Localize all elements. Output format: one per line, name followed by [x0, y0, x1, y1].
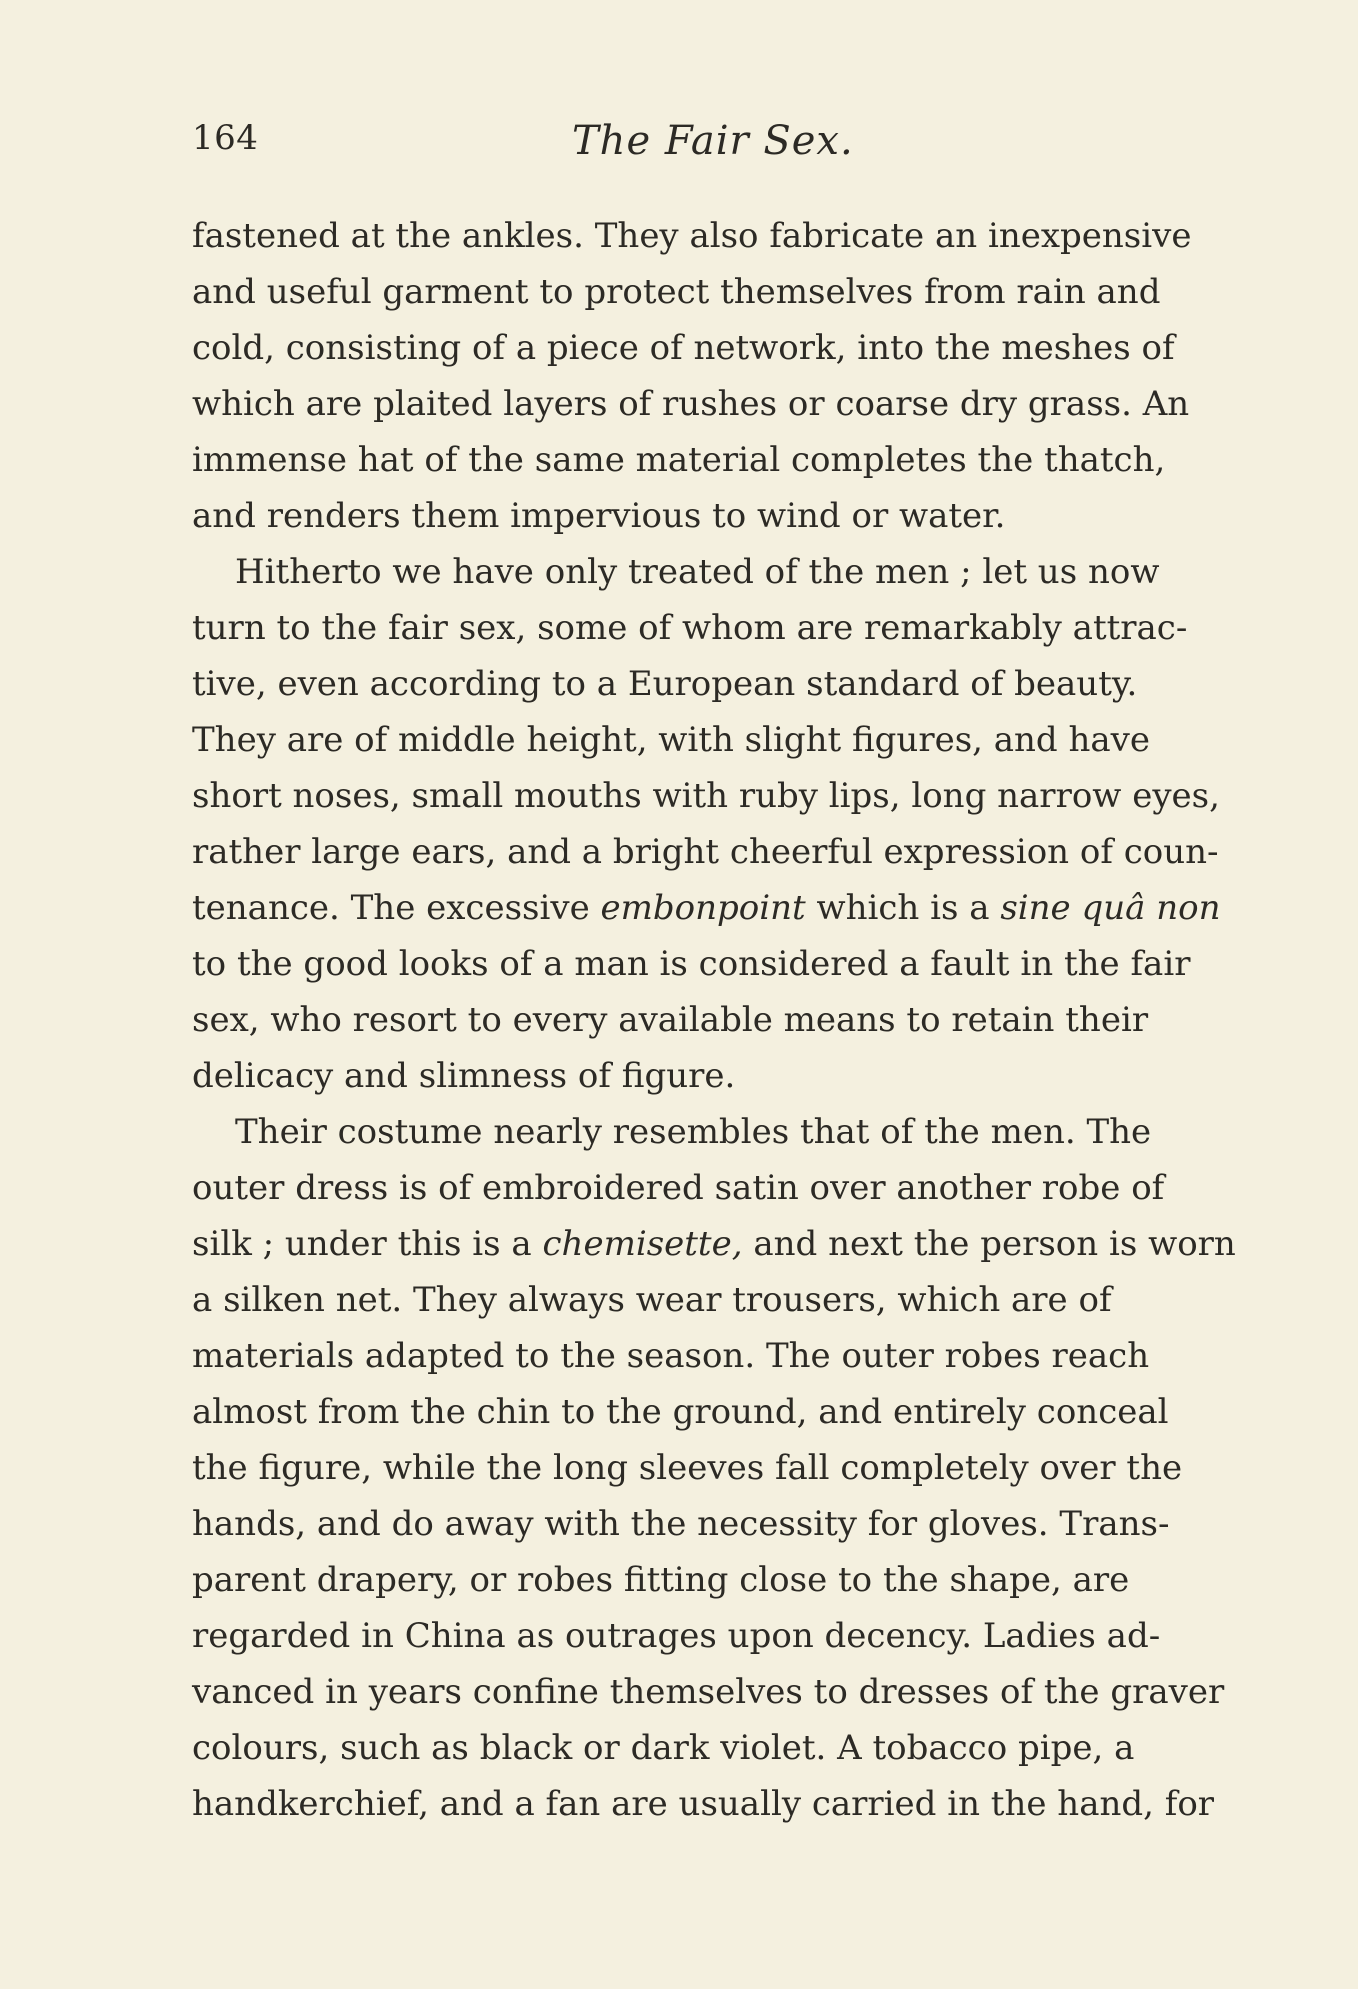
- text-run: almost from the chin to the ground, and entirely conceal: [192, 1392, 1169, 1432]
- text-line: [192, 488, 1262, 544]
- italic-text-run: sine quâ non: [1000, 888, 1221, 928]
- text-run: Hitherto we have only treated of the men ; let us now: [235, 552, 1160, 592]
- page-header: [192, 118, 1262, 178]
- text-run: to the good looks of a man is considered a fault in the fair: [192, 944, 1191, 984]
- text-line: [192, 824, 1262, 880]
- text-run: parent drapery, or robes fitting close to the shape, are: [192, 1560, 1130, 1600]
- text-line: [192, 768, 1262, 824]
- text-line: [192, 376, 1262, 432]
- body-text: [192, 208, 1262, 1832]
- text-run: which are plaited layers of rushes or coarse dry grass. An: [192, 384, 1190, 424]
- text-run: rather large ears, and a bright cheerful expression of coun-: [192, 832, 1219, 872]
- text-run: outer dress is of embroidered satin over another robe of: [192, 1168, 1165, 1208]
- page-number: 164: [192, 118, 259, 158]
- italic-text-run: chemisette,: [542, 1224, 743, 1264]
- text-run: hands, and do away with the necessity for gloves. Trans-: [192, 1504, 1170, 1544]
- text-run: materials adapted to the season. The outer robes reach: [192, 1336, 1150, 1376]
- text-line: [192, 1664, 1262, 1720]
- text-run: which is a: [805, 888, 1001, 928]
- text-run: a silken net. They always wear trousers, which are of: [192, 1280, 1112, 1320]
- text-run: handkerchief, and a fan are usually carried in the hand, for: [192, 1784, 1215, 1824]
- text-run: delicacy and slimness of figure.: [192, 1056, 736, 1096]
- text-run: silk ; under this is a: [192, 1224, 543, 1264]
- text-run: turn to the fair sex, some of whom are remarkably attrac-: [192, 608, 1188, 648]
- text-run: and useful garment to protect themselves from rain and: [192, 272, 1161, 312]
- text-run: and next the person is worn: [742, 1224, 1236, 1264]
- text-line: [192, 1440, 1262, 1496]
- text-line: [192, 936, 1262, 992]
- text-run: and renders them impervious to wind or water.: [192, 496, 1006, 536]
- text-run: sex, who resort to every available means to retain their: [192, 1000, 1149, 1040]
- text-line: [192, 1216, 1262, 1272]
- text-run: cold, consisting of a piece of network, into the meshes of: [192, 328, 1175, 368]
- text-line: [192, 1328, 1262, 1384]
- text-run: immense hat of the same material completes the thatch,: [192, 440, 1166, 480]
- text-line: [192, 656, 1262, 712]
- text-run: vanced in years confine themselves to dresses of the graver: [192, 1672, 1225, 1712]
- text-line: [192, 1496, 1262, 1552]
- text-run: short noses, small mouths with ruby lips, long narrow eyes,: [192, 776, 1220, 816]
- text-line: [192, 1384, 1262, 1440]
- running-title: The Fair Sex.: [572, 118, 854, 164]
- text-run: Their costume nearly resembles that of the men. The: [235, 1112, 1152, 1152]
- text-run: fastened at the ankles. They also fabricate an inexpensive: [192, 216, 1192, 256]
- text-line: [192, 432, 1262, 488]
- text-line: [192, 1776, 1262, 1832]
- text-line: [192, 1272, 1262, 1328]
- text-run: the figure, while the long sleeves fall completely over the: [192, 1448, 1183, 1488]
- text-line: [192, 1608, 1262, 1664]
- text-line: [192, 264, 1262, 320]
- text-line: [192, 1160, 1262, 1216]
- text-line: [192, 1104, 1262, 1160]
- text-run: They are of middle height, with slight figures, and have: [192, 720, 1150, 760]
- text-line: [192, 992, 1262, 1048]
- text-line: [192, 1720, 1262, 1776]
- text-line: [192, 712, 1262, 768]
- text-line: [192, 208, 1262, 264]
- text-line: [192, 544, 1262, 600]
- text-line: [192, 1552, 1262, 1608]
- text-line: [192, 600, 1262, 656]
- text-run: tive, even according to a European standard of beauty.: [192, 664, 1138, 704]
- italic-text-run: embonpoint: [600, 888, 806, 928]
- text-run: tenance. The excessive: [192, 888, 601, 928]
- text-run: regarded in China as outrages upon decency. Ladies ad-: [192, 1616, 1161, 1656]
- text-line: [192, 320, 1262, 376]
- text-line: [192, 1048, 1262, 1104]
- text-line: [192, 880, 1262, 936]
- text-run: colours, such as black or dark violet. A tobacco pipe, a: [192, 1728, 1135, 1768]
